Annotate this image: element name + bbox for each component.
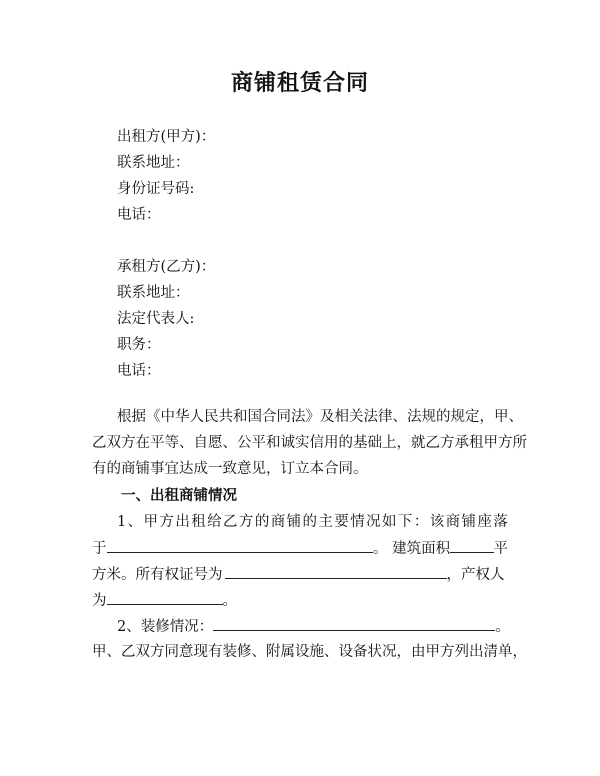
lessor-address-label: 联系地址： <box>117 155 190 171</box>
section-1-heading: 一、出租商铺情况 <box>121 487 237 504</box>
clause-1-period: 。 <box>222 593 237 609</box>
clause-1-cert-label: 方米。所有权证号为 <box>92 567 223 583</box>
lessee-position-label: 职务： <box>117 337 161 353</box>
lessee-phone-label: 电话： <box>117 363 161 379</box>
owner-blank[interactable] <box>107 590 223 605</box>
clause-2-period: 。 <box>495 619 510 635</box>
clause-1-line-1: 1、甲方出租给乙方的商铺的主要情况如下：该商铺座落 <box>117 514 510 530</box>
document-title: 商铺租赁合同 <box>230 70 369 96</box>
clause-2-line-1 <box>117 616 510 637</box>
lessee-legal-rep-label: 法定代表人: <box>117 311 195 327</box>
clause-2-line-2: 甲、乙双方同意现有装修、附属设施、设备状况，由甲方列出清单， <box>92 644 527 660</box>
clause-1-unit-ping: 平 <box>493 541 508 557</box>
clause-1-prefix-wei: 为 <box>92 593 107 609</box>
lessor-label: 出租方(甲方)： <box>117 129 216 145</box>
clause-1-line-2 <box>92 538 508 559</box>
lessor-id-label: 身份证号码: <box>117 181 195 197</box>
clause-1-area-label: 。 建筑面积 <box>372 541 451 557</box>
lessee-label: 承租方(乙方)： <box>117 259 216 275</box>
lessor-phone-label: 电话： <box>117 207 161 223</box>
clause-1-line-4 <box>92 590 508 611</box>
preamble-line-3: 有的商铺事宜达成一致意见，订立本合同。 <box>92 461 368 477</box>
clause-2-label: 2、装修情况： <box>117 619 214 635</box>
location-blank[interactable] <box>107 538 373 553</box>
lessee-address-label: 联系地址： <box>117 285 190 301</box>
clause-1-prefix-yu: 于 <box>92 541 107 557</box>
area-blank[interactable] <box>450 538 493 553</box>
preamble-line-1: 根据《中华人民共和国合同法》及相关法律、法规的规定，甲、 <box>117 409 523 425</box>
clause-1-line-3 <box>92 564 508 585</box>
decoration-blank[interactable] <box>213 616 495 631</box>
clause-1-owner-label: ，产权人 <box>446 567 505 583</box>
preamble-line-2: 乙双方在平等、自愿、公平和诚实信用的基础上，就乙方承租甲方所 <box>92 435 527 451</box>
ownership-cert-blank[interactable] <box>225 564 447 579</box>
